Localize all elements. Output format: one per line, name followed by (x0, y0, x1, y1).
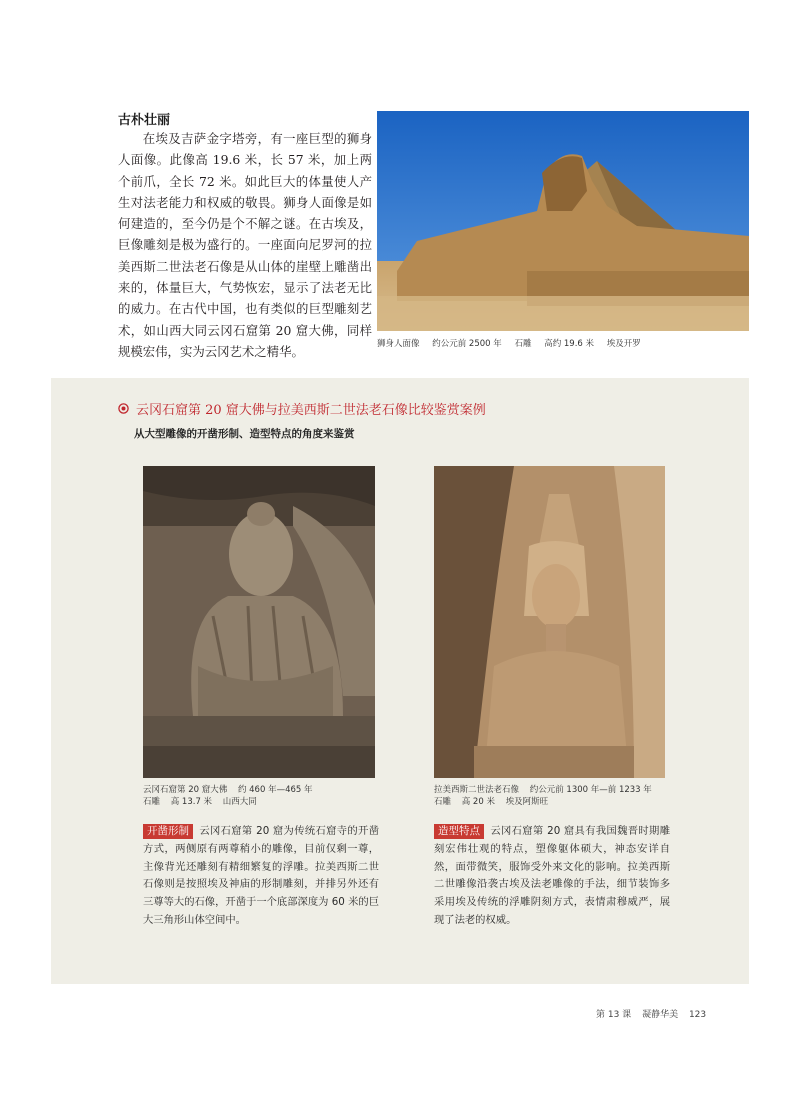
caption-location: 埃及阿斯旺 (505, 796, 549, 807)
caption-name: 拉美西斯二世法老石像 (434, 785, 520, 795)
caption-date: 约公元前 2500 年 (432, 339, 502, 349)
carving-form-description (143, 823, 379, 930)
panel-title (118, 399, 486, 418)
caption-material: 石雕 (434, 796, 452, 807)
caption-name: 云冈石窟第 20 窟大佛 (143, 785, 228, 795)
lesson-number: 第 13 课 (596, 1010, 632, 1020)
page-footer (596, 1007, 714, 1020)
caption-name: 狮身人面像 (377, 339, 420, 349)
style-features-description (434, 823, 670, 930)
caption-height: 高约 19.6 米 (544, 339, 595, 349)
sphinx-caption (377, 337, 651, 349)
caption-date: 约公元前 1300 年—前 1233 年 (529, 785, 652, 795)
ramses-caption (434, 785, 674, 808)
caption-material: 石雕 (143, 796, 161, 807)
lesson-title: 凝静华美 (642, 1010, 679, 1020)
intro-paragraph: 在埃及吉萨金字塔旁，有一座巨型的狮身人面像。此像高 19.6 米，长 57 米，加上两个前爪，全长 72 米。如此巨大的体量使人产生对法老能力和权威的敬畏。狮身人面像是如何建造的，至今仍是个不解之谜。在古埃及，巨像雕刻是极为盛行的。一座面向尼罗河的拉美西斯二世法老石像是从山体的崖壁上雕凿出来的，体量巨大，气势恢宏，显示了法老无比的威力。在古代中国，也有类似的巨型雕刻艺术，如山西大同云冈石窟第 20 窟大佛，同样规模宏伟，实为云冈艺术之精华。 (118, 131, 372, 359)
caption-height: 高 13.7 米 (170, 796, 213, 807)
sphinx-photo (377, 111, 749, 331)
section-title: 古朴壮丽 (118, 113, 171, 128)
caption-location: 埃及开罗 (606, 339, 641, 349)
target-icon (118, 403, 129, 414)
ramses-photo (434, 466, 665, 778)
style-features-text: 云冈石窟第 20 窟具有我国魏晋时期雕刻宏伟壮观的特点，塑像躯体硕大，神态安详自然，面带微笑，服饰受外来文化的影响。拉美西斯二世雕像沿袭古埃及法老雕像的手法，细节装饰多采用埃及传统的浮雕阴刻方式，表情肃穆威严，展现了法老的权威。 (434, 825, 670, 926)
style-features-tag: 造型特点 (434, 824, 484, 839)
caption-date: 约 460 年—465 年 (237, 785, 313, 795)
panel-subtitle: 从大型雕像的开凿形制、造型特点的角度来鉴赏 (134, 428, 355, 440)
caption-material: 石雕 (514, 339, 532, 349)
buddha-caption (143, 785, 383, 808)
caption-location: 山西大同 (222, 796, 257, 807)
caption-height: 高 20 米 (461, 796, 495, 807)
buddha-photo (143, 466, 375, 778)
panel-title-text: 云冈石窟第 20 窟大佛与拉美西斯二世法老石像比较鉴赏案例 (136, 403, 486, 418)
page-number: 123 (688, 1010, 707, 1020)
carving-form-text: 云冈石窟第 20 窟为传统石窟寺的开凿方式，两侧原有两尊稍小的雕像，目前仅剩一尊，主像背光还雕刻有精细繁复的浮雕。拉美西斯二世石像则是按照埃及神庙的形制雕刻，并排另外还有三尊等大的石像，开凿于一个底部深度为 60 米的巨大三角形山体空间中。 (143, 825, 379, 926)
carving-form-tag: 开凿形制 (143, 824, 193, 839)
